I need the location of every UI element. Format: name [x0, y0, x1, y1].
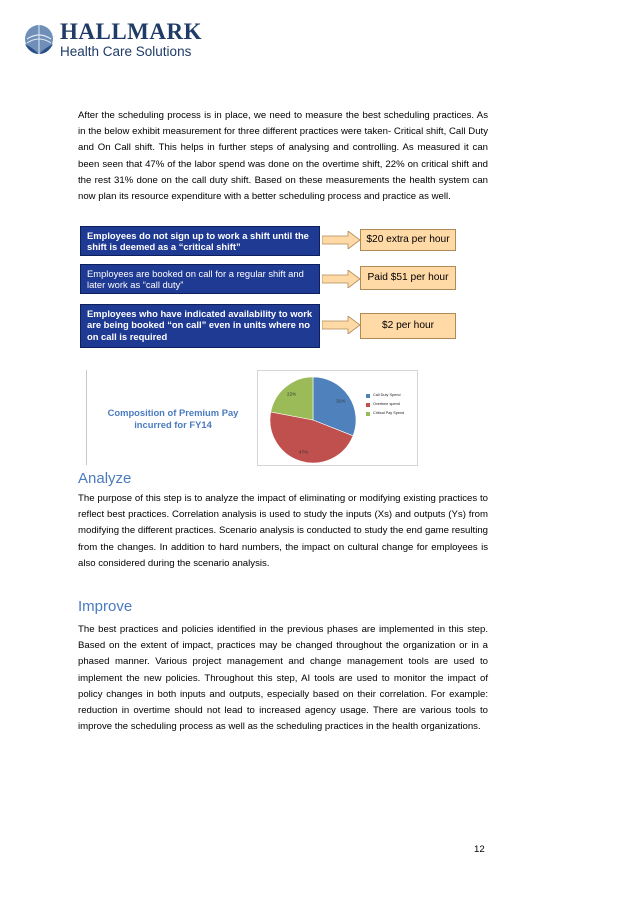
logo-subtitle: Health Care Solutions	[60, 44, 192, 59]
improve-paragraph: The best practices and policies identified in the previous phases are implemented in this step. Based on the extent of impact, practices may be changed throughout the organization or in a phased manner. Various project management and change management tools are used to implement the new policies. Throughout this step, AI tools are used to monitor the impact of policy changes in both inputs and outputs, especially based on their correlation. For example: reduction in overtime should not lead to increased agency usage. There are various tools to improve the scheduling process as well as the scheduling practices in the health organizations.	[78, 624, 488, 733]
pie-slice-label: 47%	[299, 449, 309, 455]
legend-swatch	[366, 394, 370, 398]
exhibit-row-3-description: Employees who have indicated availability to work are being booked “on call” even in units where no on call is required	[80, 304, 320, 348]
legend-swatch	[366, 403, 370, 407]
page-number: 12	[474, 844, 485, 855]
legend-label: Overtime spend	[373, 402, 400, 406]
analyze-paragraph: The purpose of this step is to analyze the impact of eliminating or modifying existing practices to reflect best practices. Correlation analysis is used to study the inputs (Xs) and outputs (Ys) from modifying the different practices. Scenario analysis is conducted to study the end game resulting from the changes. In addition to hard numbers, the impact on cultural change for employees is also considered during the scenario analysis.	[78, 493, 488, 569]
exhibit-row-1-description: Employees do not sign up to work a shift until the shift is deemed as a “critical shift”	[80, 226, 320, 256]
globe-hands-icon	[22, 22, 56, 56]
logo-name: HALLMARK	[60, 19, 202, 44]
hallmark-logo	[22, 20, 202, 60]
legend-swatch	[366, 412, 370, 416]
pie-chart-frame	[257, 370, 418, 466]
pie-slice-label: 22%	[287, 391, 297, 397]
divider-line	[86, 370, 87, 465]
legend-label: Critical Pay Spend	[373, 411, 405, 415]
improve-heading: Improve	[78, 598, 133, 615]
chart-legend	[366, 391, 404, 418]
pie-chart	[258, 371, 368, 465]
arrow-right-icon	[322, 316, 360, 334]
pie-slice-label: 31%	[336, 398, 346, 404]
exhibit-row-2-description: Employees are booked on call for a regular shift and later work as “call duty”	[80, 264, 320, 294]
chart-title: Composition of Premium Pay incurred for FY14	[107, 407, 239, 430]
legend-entry	[366, 400, 404, 409]
arrow-right-icon	[322, 231, 360, 249]
legend-entry	[366, 391, 404, 400]
analyze-heading: Analyze	[78, 470, 132, 487]
arrow-right-icon	[322, 270, 360, 288]
legend-label: Call Duty Spend	[373, 393, 401, 397]
intro-paragraph: After the scheduling process is in place, we need to measure the best scheduling practices. As in the below exhibit measurement for three different practices were taken- Critical shift, Call Duty and On Call shift. This helps in further steps of analysing and controlling. As measured it can been seen that 47% of the labor spend was done on the overtime shift, 22% on critical shift and the rest 31% done on the call duty shift. Based on these measurements the health system can now plan its resource expenditure with a better scheduling process and practice as well.	[78, 110, 488, 203]
exhibit-row-3-rate: $2 per hour	[360, 313, 456, 339]
legend-entry	[366, 409, 404, 418]
exhibit-row-2-rate: Paid $51 per hour	[360, 266, 456, 290]
exhibit-row-1-rate: $20 extra per hour	[360, 229, 456, 251]
